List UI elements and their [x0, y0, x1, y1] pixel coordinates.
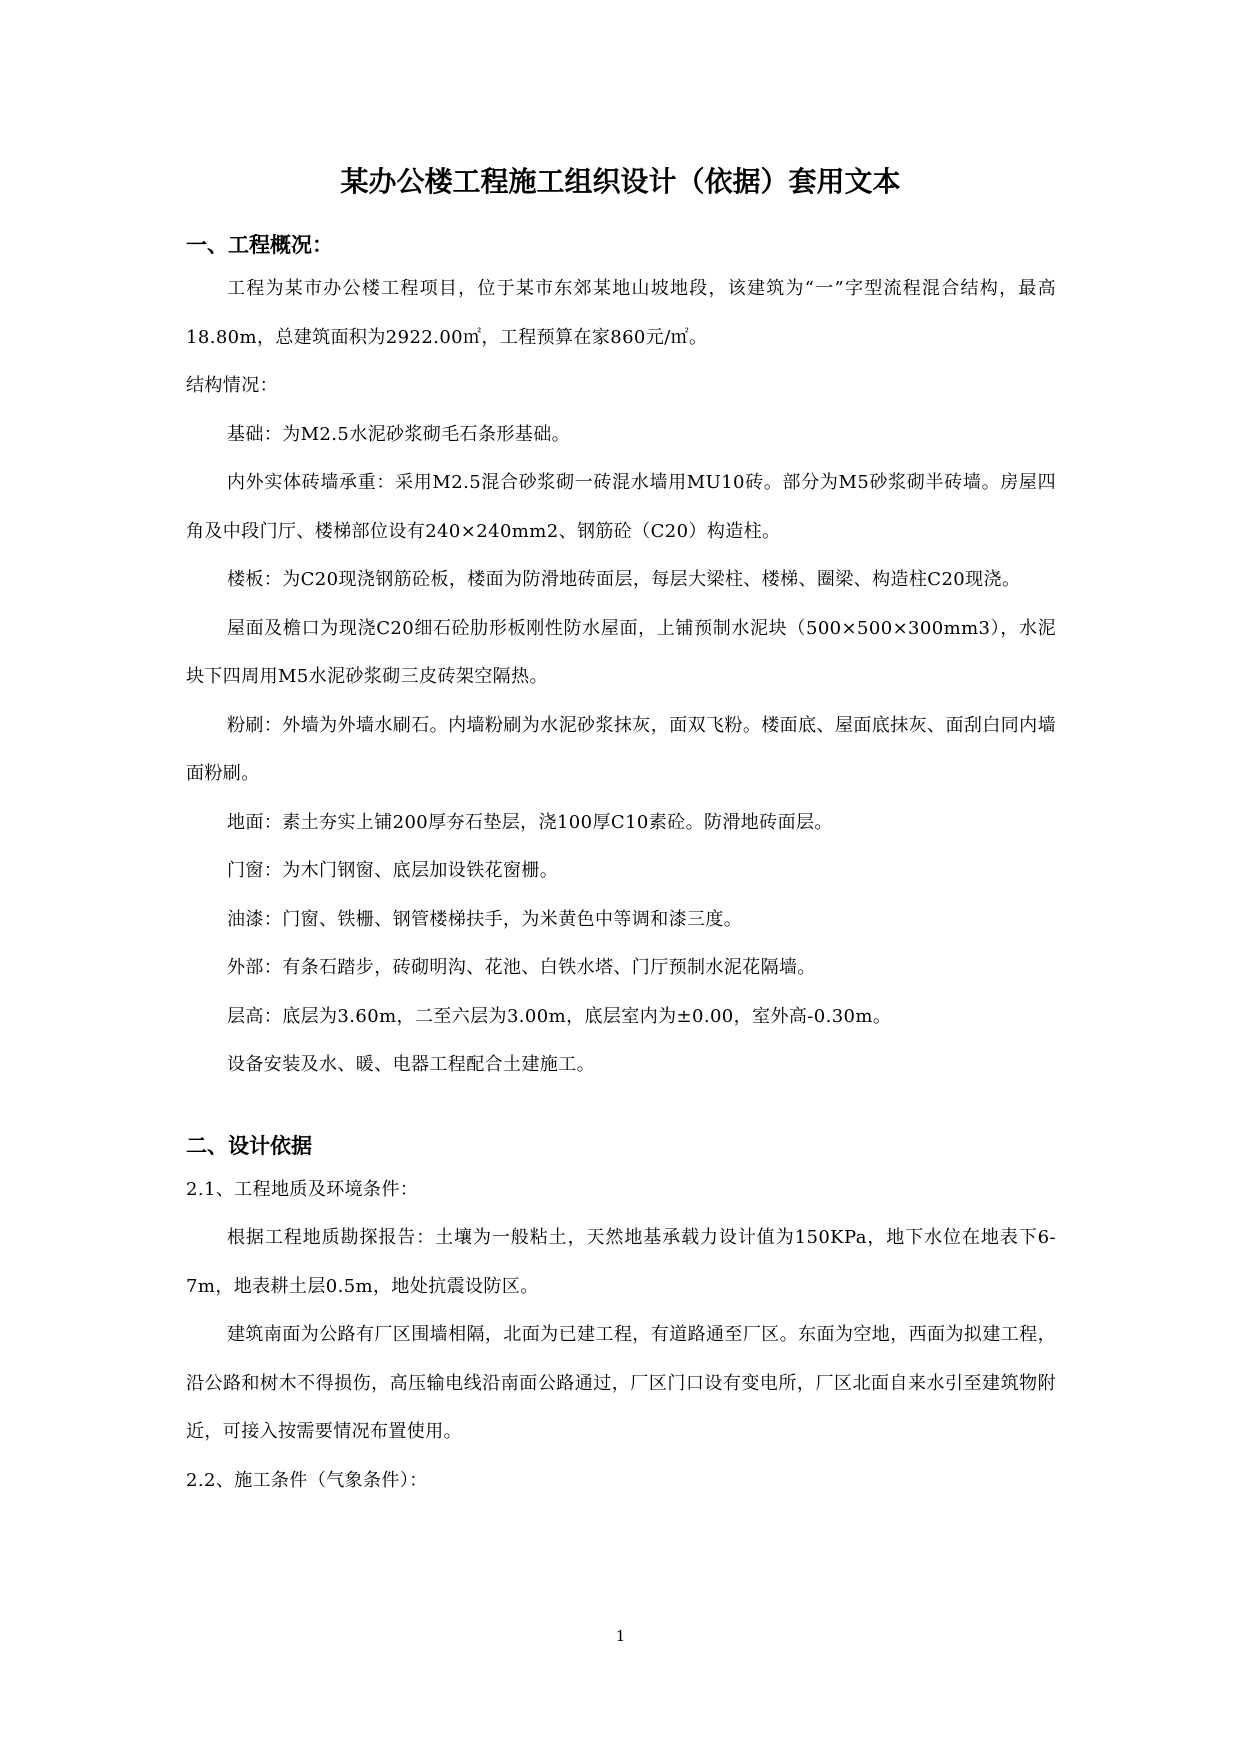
- paragraph-structure-label: 结构情况：: [186, 375, 278, 396]
- paragraph-exterior: 外部：有条石踏步，砖砌明沟、花池、白铁水塔、门厅预制水泥花隔墙。: [227, 957, 816, 978]
- subsection-heading-geology: 2.1、工程地质及环境条件：: [186, 1178, 419, 1200]
- paragraph-walls: 内外实体砖墙承重：采用M2.5混合砂浆砌一砖混水墙用MU10砖。部分为M5砂浆砌半砖墙。房屋四角及中段门厅、楼梯部位设有240×240mm2、钢筋砼（C20）构造柱。: [186, 472, 1056, 542]
- section-heading-overview: 一、工程概况：: [186, 233, 333, 257]
- document-body: [186, 225, 1056, 1505]
- subsection-heading-construction-conditions: 2.2、施工条件（气象条件）：: [186, 1469, 428, 1491]
- paragraph-project-summary: 工程为某市办公楼工程项目，位于某市东郊某地山坡地段，该建筑为“一”字型流程混合结构，最高18.80m，总建筑面积为2922.00㎡，工程预算在家860元/㎡。: [186, 278, 1056, 348]
- paragraph-geology-report: 根据工程地质勘探报告：土壤为一般粘土，天然地基承载力设计值为150KPa，地下水位在地表下6-7m，地表耕土层0.5m，地处抗震设防区。: [186, 1227, 1056, 1297]
- paragraph-paint: 油漆：门窗、铁栅、钢管楼梯扶手，为米黄色中等调和漆三度。: [227, 908, 743, 930]
- paragraph-plaster: 粉刷：外墙为外墙水刷石。内墙粉刷为水泥砂浆抹灰，面双飞粉。楼面底、屋面底抹灰、面刮白同内墙面粉刷。: [186, 714, 1056, 784]
- paragraph-roof: 屋面及檐口为现浇C20细石砼肋形板刚性防水屋面，上铺预制水泥块（500×500×300mm3），水泥块下四周用M5水泥砂浆砌三皮砖架空隔热。: [186, 617, 1056, 687]
- paragraph-equipment: 设备安装及水、暖、电器工程配合土建施工。: [227, 1054, 595, 1075]
- section-heading-basis: 二、设计依据: [186, 1133, 312, 1158]
- paragraph-floor-height: 层高：底层为3.60m，二至六层为3.00m，底层室内为±0.00，室外高-0.30m。: [227, 1005, 892, 1027]
- paragraph-environment: 建筑南面为公路有厂区围墙相隔，北面为已建工程，有道路通至厂区。东面为空地，西面为拟建工程，沿公路和树木不得损伤，高压输电线沿南面公路通过，厂区门口设有变电所，厂区北面自来水引至建筑物附近，可接入按需要情况布置使用。: [186, 1324, 1056, 1442]
- page-number: 1: [615, 1627, 626, 1645]
- paragraph-doors-windows: 门窗：为木门钢窗、底层加设铁花窗栅。: [227, 860, 559, 881]
- paragraph-foundation: 基础：为M2.5水泥砂浆砌毛石条形基础。: [227, 423, 571, 445]
- document-title: 某办公楼工程施工组织设计（依据）套用文本: [340, 165, 901, 198]
- paragraph-floor-slab: 楼板：为C20现浇钢筋砼板，楼面为防滑地砖面层，每层大梁柱、楼梯、圈梁、构造柱C20现浇。: [227, 569, 1021, 590]
- paragraph-ground: 地面：素土夯实上铺200厚夯石垫层，浇100厚C10素砼。防滑地砖面层。: [227, 811, 833, 833]
- section-spacer: [186, 1090, 1056, 1126]
